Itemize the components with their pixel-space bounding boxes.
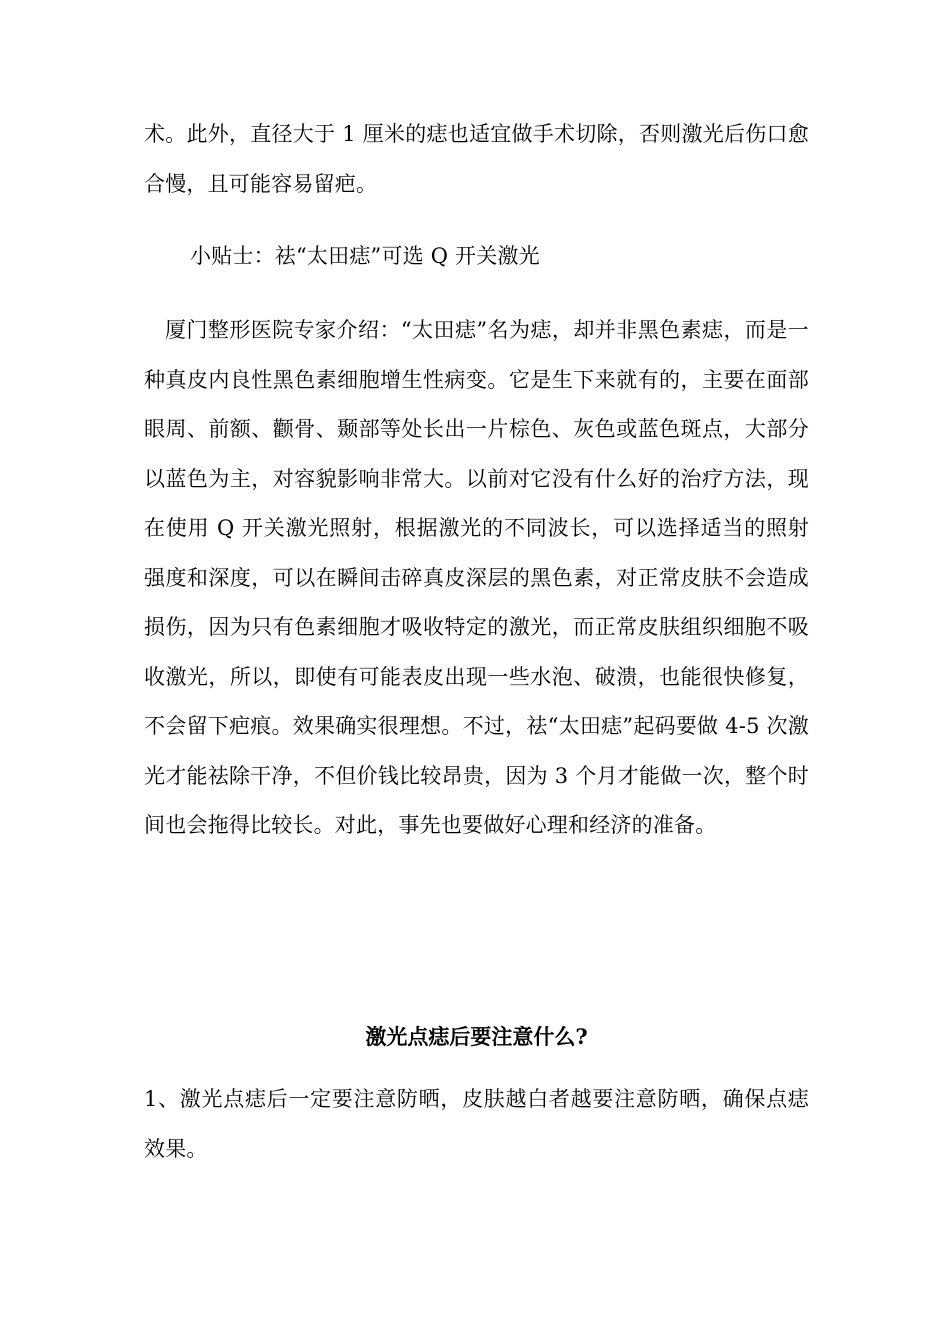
tip-line: 小贴士：祛“太田痣”可选 Q 开关激光 [190,244,540,268]
paragraph-continued: 术。此外，直径大于 1 厘米的痣也适宜做手术切除，否则激光后伤口愈合慢，且可能容易留疤。 [144,122,809,196]
section-heading: 激光点痣后要注意什么? [365,1024,588,1049]
paragraph-expert-intro: 厦门整形医院专家介绍：“太田痣”名为痣，却并非黑色素痣，而是一种真皮内良性黑色素细胞增生性病变。它是生下来就有的，主要在面部眼周、前额、颧骨、颞部等处长出一片棕色、灰色或蓝色斑点，大部分以蓝色为主，对容貌影响非常大。以前对它没有什么好的治疗方法，现在使用 Q 开关激光照射，根据激光的不同波长，可以选择适当的照射强度和深度，可以在瞬间击碎真皮深层的黑色素，对正常皮肤不会造成损伤，因为只有色素细胞才吸收特定的激光，而正常皮肤组织细胞不吸收激光，所以，即使有可能表皮出现一些水泡、破溃，也能很快修复，不会留下疤痕。效果确实很理想。不过，祛“太田痣”起码要做 4-5 次激光才能祛除干净，不但价钱比较昂贵，因为 3 个月才能做一次，整个时间也会拖得比较长。对此，事先也要做好心理和经济的准备。 [144,318,809,837]
list-item-1: 1、激光点痣后一定要注意防晒，皮肤越白者越要注意防晒，确保点痣效果。 [144,1087,809,1161]
